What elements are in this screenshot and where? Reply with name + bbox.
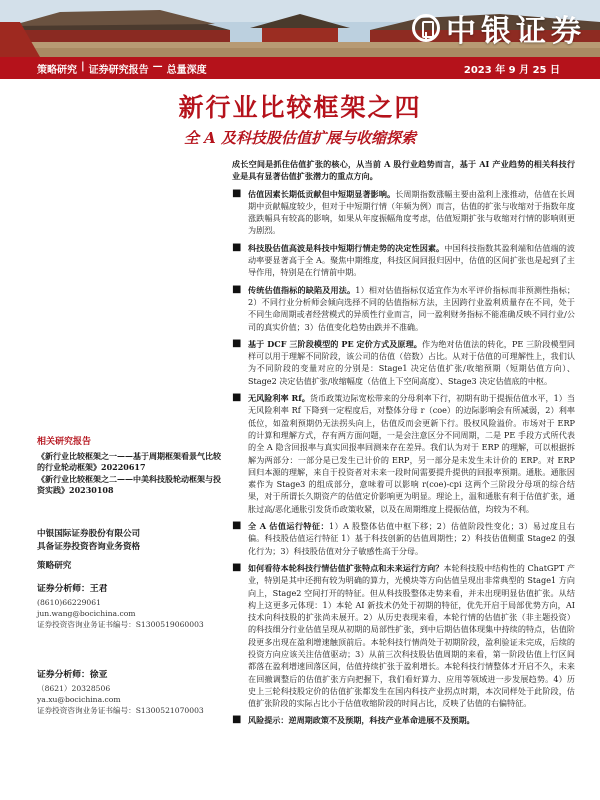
analyst-name: 证券分析师：王君 <box>37 584 108 594</box>
bullet-text: 作为绝对估值法的转化，PE 三阶段模型同样可以用于理解不同阶段，该公司的估值（倍数）占比。从对于估值的可理解性上，我们认为不同阶段的变量对应的分别是：Stage1 决定估值扩张/收缩预期（短期估值方向）、Stage2 决定估值扩张/收缩幅度（估值上下空间高度）、Stage3 决定估值底的中枢。 <box>248 338 575 386</box>
company-qualification: 具备证券投资咨询业务资格 <box>37 542 141 552</box>
bullet-text: 1）相对估值指标仅适宜作为水平评价指标而非预测性指标；2）不同行业分析师会倾向选择不同的估值指标方法，主因跨行业盈利质量存在不同，处于不同生命周期或者经营模式的异质性行业而言，同一盈利财务指标不能准确反映不同行业/公司的真实价值；3）估值变化趋势由跌并不准确。 <box>248 284 575 332</box>
report-subtitle: 全 A 及科技股估值扩展与收缩探索 <box>183 129 417 147</box>
bullet-icon: ■ <box>232 241 242 253</box>
company-info <box>37 528 223 573</box>
bullet-text: 1）A 股整体估值中枢下移；2）估值阶段性变化；3）易过度且右偏。科技股估值运行特征 1）基于科技创新的估值周期性；2）科技估值侧重 Stage2 的强化行为；3）科技股估值对分子敏感性高于分母。 <box>248 521 575 556</box>
bullet-icon: ■ <box>232 283 242 295</box>
bullet-icon: ■ <box>232 520 242 532</box>
analyst-card <box>37 670 223 716</box>
department-label: 策略研究 <box>37 561 72 571</box>
bullet-item <box>232 392 575 515</box>
crumb-strategy: 策略研究 <box>37 64 77 76</box>
related-report-link[interactable]: 《新行业比较框架之一——基于周期框架看景气比较的行业轮动框架》20220617 <box>37 450 221 472</box>
report-info-bar <box>0 57 600 79</box>
analyst-email[interactable]: jun.wang@bocichina.com <box>37 609 136 618</box>
related-reports <box>37 437 223 497</box>
analyst-name: 证券分析师：徐亚 <box>37 670 108 680</box>
analyst-phone: (8610)66229061 <box>37 598 101 607</box>
bullet-heading: 基于 DCF 三阶段模型的 PE 定价方式及原理。 <box>248 338 422 349</box>
analyst-email[interactable]: ya.xu@bocichina.com <box>37 695 121 704</box>
crumb-report: 证券研究报告 <box>88 64 149 76</box>
bullet-icon: ■ <box>232 392 242 404</box>
report-title: 新行业比较框架之四 <box>178 93 422 122</box>
bullet-heading: 无风险利率 Rf。 <box>248 393 310 404</box>
bullet-item <box>232 242 575 279</box>
boc-logo-icon <box>412 14 440 42</box>
bullet-item <box>232 188 575 237</box>
bullet-item <box>232 562 575 710</box>
bullet-heading: 估值因素长期低贡献但中短期显著影响。 <box>248 188 396 199</box>
crumb-depth: 总量深度 <box>166 64 207 76</box>
analyst-cert: 证券投资咨询业务证书编号：S1300519060003 <box>37 620 204 629</box>
crumb-dash: — <box>152 60 163 72</box>
bullet-icon: ■ <box>232 714 242 726</box>
bullet-item <box>232 520 575 557</box>
crumb-sep: | <box>81 60 85 72</box>
related-report-link[interactable]: 《新行业比较框架之二——中美科技股轮动框架与投资实践》20230108 <box>37 473 221 495</box>
brand-name: 中银证券 <box>446 14 586 49</box>
bullet-text: 本轮科技股中结构性的 ChatGPT 产业，特别是其中还拥有较为明确的算力，光模块等方向估值呈现出非常典型的 Stage1 方向向上，Stage2 空间打开的特征。但从科技股整体走势来看，并未出现明显估值扩张。从结构上这更多元体现：1）本轮 AI 新技术仍处于初期的特征，优先开启于局部优势方向，AI 技术向科技股的扩张尚未展开。2）从历史表现来看，本轮行情的估值扩张（非主题投资）的科技细分行业估值呈现从初期的局部性扩张，到中后期估值体现集中持续的特点，估值阶段更多出现在盈利增速触顶前后。本轮科技行情尚处于初期阶段，盈利验证未完成，后续的投资方向应该关注估值驱动；3）从前三次科技股估值周期的来看，第一阶段估值上行区间都落在盈利增速回落区间，估值持续扩张于盈利增长。本轮科技行情整体才开启不久，未来在回撤调整后的估值扩张方向把握下，我们看好算力、应用等领域进一步发展趋势。4）历史上三轮科技股定价的估值扩张都发生在国内科技产业拐点时期，本次同样处于此阶段，估值扩张阶段的实际占比小于估值收缩阶段的时间占比，反映了估值的右偏特征。 <box>248 562 575 709</box>
bullet-heading: 如何看待本轮科技行情估值扩张特点和未来运行方向？ <box>248 562 444 573</box>
header-banner <box>0 0 600 57</box>
bullet-text: 中国科技指数其盈利端和估值端的波动率要显著高于全 A。聚焦中期维度，科技区间回报归因中，估值的区间扩张也是起到了主导作用，特别是在行情前中期。 <box>248 242 575 278</box>
lead-paragraph: 成长空间是抓住估值扩张的核心，从当前 A 股行业趋势而言，基于 AI 产业趋势的相关科技行业是具有显著估值扩张潜力的重点方向。 <box>232 159 575 182</box>
risk-warning <box>232 714 575 726</box>
bullet-text: 长周期指数涨幅主要由盈利上涨推动，估值在长周期中贡献幅度较少，但对于中短期行情（年频为例）而言，估值的扩张与收缩对于指数年度涨跌幅具有较高的影响，如果从年度振幅角度考虑，估值短期扩张与收缩对行情的影响则更为剧烈。 <box>248 188 575 236</box>
report-date: 2023 年 9 月 25 日 <box>463 64 560 76</box>
related-heading: 相关研究报告 <box>37 437 92 447</box>
bullet-item <box>232 284 575 333</box>
report-category <box>37 61 207 76</box>
bullet-heading: 科技股估值高波是科技中短期行情走势的决定性因素。 <box>248 242 445 253</box>
company-name: 中银国际证券股份有限公司 <box>37 529 141 539</box>
bullet-text: 货币政策边际宽松带来的分母利率下行，初期有助于提振估值水平，1）当无风险利率 Rf 下降到一定程度后，对整体分母 r（coe）的边际影响会有所减弱，2）利率低位，如盈利预期仍无法拐头向上，估值反而会更新下行。股权风险溢价。市场对于 ERP 的计算和理解方式，存有两方面问题，一是会注意区分不同周期，二是 PE 手段方式所代表的全 A 隐含回报率与真实回报率回测来存在差异。我们认为对于 ERP 的理解，可以根据拆解为两部分：一部分是已发生已计价的 ERP，另一部分是未发生未计价的 ERP。对 ERP 回归本源的理解，来自于投资者对未来一段时间需要提升提供的回报率预期。通胀。通胀因素作为 Stage3 的组成部分，意味着可以影响 r(coe)-cpi 这两个三阶段分母项的综合结果，对于所谓长久期资产的估值定价影响更为明显。理论上，温和通胀有利于估值扩张，通胀过高/恶化通胀引发货币政策收紧，以及在周期维度上提振估值，均较为不利。 <box>248 393 575 514</box>
bullet-icon: ■ <box>232 187 242 199</box>
analyst-cert: 证券投资咨询业务证书编号：S1300521070003 <box>37 706 204 715</box>
summary-body <box>232 158 575 732</box>
bullet-text: 逆周期政策不及预期，科技产业革命进展不及预期。 <box>288 715 475 726</box>
bullet-heading: 风险提示： <box>248 715 289 726</box>
analyst-card <box>37 584 223 630</box>
brand-logo <box>412 6 586 50</box>
bullet-icon: ■ <box>232 337 242 349</box>
bullet-heading: 全 A 估值运行特征： <box>248 521 329 532</box>
analyst-phone: （8621）20328506 <box>37 684 111 693</box>
bullet-heading: 传统估值指标的缺陷及用法。 <box>248 284 356 295</box>
bullet-item <box>232 338 575 387</box>
bullet-icon: ■ <box>232 561 242 573</box>
